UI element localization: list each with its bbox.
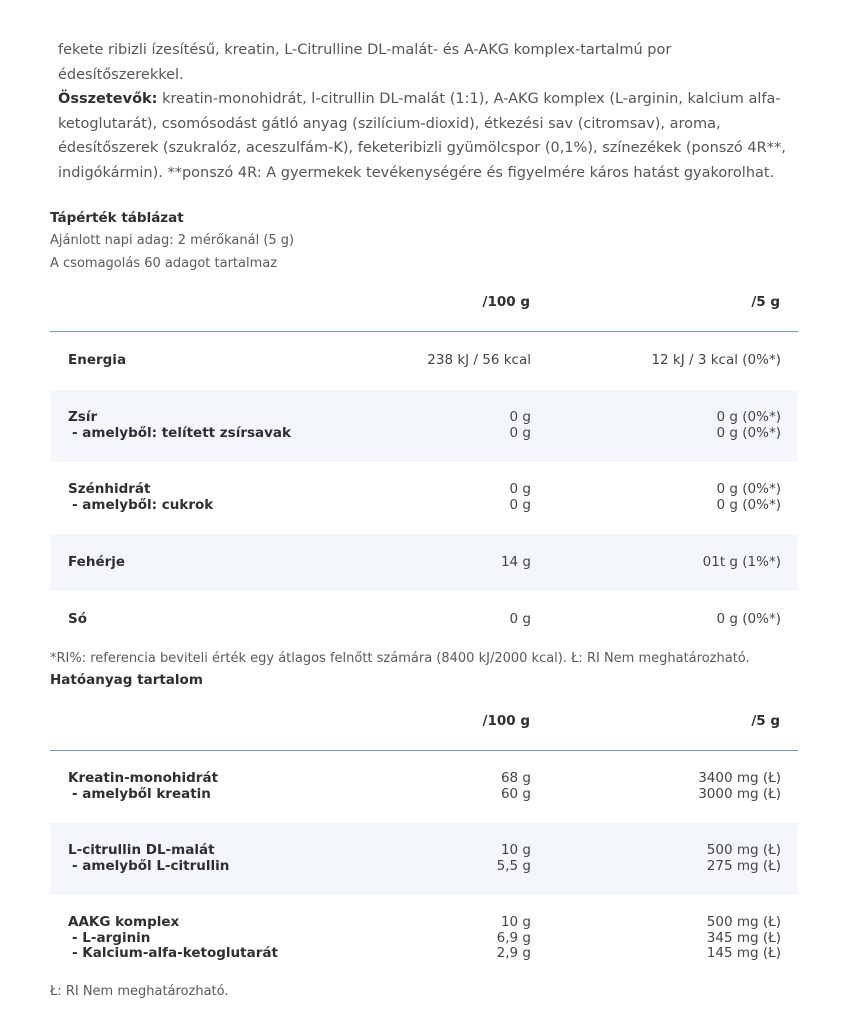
serving-size: Ajánlott napi adag: 2 mérőkanál (5 g) bbox=[50, 233, 295, 248]
active-row-creatine bbox=[50, 751, 798, 823]
ingredient-value-100g bbox=[497, 843, 531, 874]
ingredient-main-label: L-citrullin DL-malát bbox=[68, 842, 215, 858]
nutrient-value-100g bbox=[510, 482, 531, 513]
ingredient-label bbox=[68, 843, 229, 874]
ri-not-determined-note: Ł: RI Nem meghatározható. bbox=[50, 984, 229, 999]
nutrient-value-serving: 01t g (1%*) bbox=[702, 554, 781, 570]
active-row-aakg bbox=[50, 895, 798, 975]
ingredient-value-100g bbox=[501, 771, 531, 802]
nutrition-row-carbohydrate bbox=[50, 462, 798, 534]
nutrient-main-label: Zsír bbox=[68, 409, 98, 425]
nutrient-value-100g bbox=[510, 410, 531, 441]
nutrient-label bbox=[68, 410, 291, 441]
nutrient-label bbox=[68, 482, 213, 513]
nutrient-label: Energia bbox=[68, 352, 127, 368]
value-sub: 0 g (0%*) bbox=[716, 496, 781, 513]
value-main: 3400 mg (Ł) bbox=[698, 770, 781, 786]
value-sub: 6,9 g bbox=[496, 929, 531, 946]
nutrition-row-salt bbox=[50, 591, 798, 648]
product-description bbox=[58, 38, 798, 185]
value-sub: 345 mg (Ł) bbox=[706, 929, 781, 946]
value-sub: 275 mg (Ł) bbox=[706, 857, 781, 874]
ingredient-label bbox=[68, 771, 218, 802]
active-col-per-serving: /5 g bbox=[751, 713, 780, 729]
ingredient-sub-label: - amelyből L-citrullin bbox=[72, 857, 230, 874]
value-sub: 60 g bbox=[500, 785, 531, 802]
value-sub: 2,9 g bbox=[496, 945, 531, 961]
ingredient-main-label: AAKG komplex bbox=[68, 914, 180, 930]
value-sub: 0 g bbox=[509, 424, 531, 441]
nutrient-value-serving: 0 g (0%*) bbox=[716, 611, 781, 627]
nutrient-main-label: Szénhidrát bbox=[68, 481, 151, 497]
nutrient-value-100g: 238 kJ / 56 kcal bbox=[427, 352, 531, 368]
nutrient-value-100g: 0 g bbox=[509, 611, 531, 627]
nutrition-row-energy bbox=[50, 332, 798, 390]
value-main: 500 mg (Ł) bbox=[706, 842, 781, 858]
value-sub: 0 g (0%*) bbox=[716, 424, 781, 441]
nutrient-label: Só bbox=[68, 611, 87, 627]
value-main: 10 g bbox=[500, 914, 531, 930]
ingredient-value-serving bbox=[707, 843, 781, 874]
value-main: 0 g (0%*) bbox=[716, 481, 781, 497]
nutrition-title: Tápérték táblázat bbox=[50, 210, 184, 226]
nutrient-label: Fehérje bbox=[68, 554, 126, 570]
value-sub: 0 g bbox=[509, 496, 531, 513]
ingredients-text: kreatin-monohidrát, l-citrullin DL-malát (1:1), A-AKG komplex (L-arginin, kalcium alfa-ketoglutarát), csomósodást gátló anyag (szilícium-dioxid), étkezési sav (citromsav), aroma, édesítőszerek (szukralóz, aceszulfám-K), feketeribizli gyümölcspor (0,1%), színezékek (ponszó 4R**, indigókármin). **ponszó 4R: A gyermekek tevékenységére és figyelmére káros hatást gyakorolhat. bbox=[58, 91, 786, 181]
active-col-per-100g: /100 g bbox=[482, 713, 530, 729]
ingredient-label bbox=[68, 915, 278, 962]
nutrient-sub-label: - amelyből: telített zsírsavak bbox=[72, 424, 292, 441]
ingredient-value-serving bbox=[707, 915, 781, 962]
nutrition-col-per-100g: /100 g bbox=[482, 294, 530, 310]
value-sub: 3000 mg (Ł) bbox=[698, 785, 781, 802]
value-main: 0 g bbox=[509, 481, 531, 497]
active-row-citrulline bbox=[50, 823, 798, 895]
ingredient-sub-label: - L-arginin bbox=[72, 929, 151, 946]
nutrient-sub-label: - amelyből: cukrok bbox=[72, 496, 214, 513]
product-description-line: fekete ribizli ízesítésű, kreatin, L-Citrulline DL-malát- és A-AKG komplex-tartalmú por édesítőszerekkel. bbox=[58, 42, 672, 83]
nutrition-row-fat bbox=[50, 390, 798, 462]
ingredient-main-label: Kreatin-monohidrát bbox=[68, 770, 219, 786]
value-sub: 145 mg (Ł) bbox=[706, 945, 781, 961]
value-main: 0 g bbox=[509, 409, 531, 425]
value-main: 10 g bbox=[500, 842, 531, 858]
ingredient-sub-label: - Kalcium-alfa-ketoglutarát bbox=[72, 945, 278, 961]
nutrient-value-100g: 14 g bbox=[500, 554, 531, 570]
ingredient-value-serving bbox=[698, 771, 781, 802]
value-main: 500 mg (Ł) bbox=[706, 914, 781, 930]
active-ingredients-title: Hatóanyag tartalom bbox=[50, 672, 203, 688]
nutrient-value-serving: 12 kJ / 3 kcal (0%*) bbox=[651, 352, 781, 368]
ingredients-paragraph bbox=[58, 87, 798, 185]
servings-per-pack: A csomagolás 60 adagot tartalmaz bbox=[50, 256, 278, 271]
ri-footnote: *RI%: referencia beviteli érték egy átlagos felnőtt számára (8400 kJ/2000 kcal). Ł: RI Nem meghatározható. bbox=[50, 651, 750, 666]
ingredient-sub-label: - amelyből kreatin bbox=[72, 785, 211, 802]
value-main: 68 g bbox=[500, 770, 531, 786]
nutrition-col-per-serving: /5 g bbox=[751, 294, 780, 310]
value-sub: 5,5 g bbox=[496, 857, 531, 874]
nutrition-row-protein bbox=[50, 534, 798, 591]
nutrient-value-serving bbox=[717, 482, 781, 513]
nutrient-value-serving bbox=[717, 410, 781, 441]
ingredients-label: Összetevők: bbox=[58, 91, 158, 107]
value-main: 0 g (0%*) bbox=[716, 409, 781, 425]
ingredient-value-100g bbox=[497, 915, 531, 962]
